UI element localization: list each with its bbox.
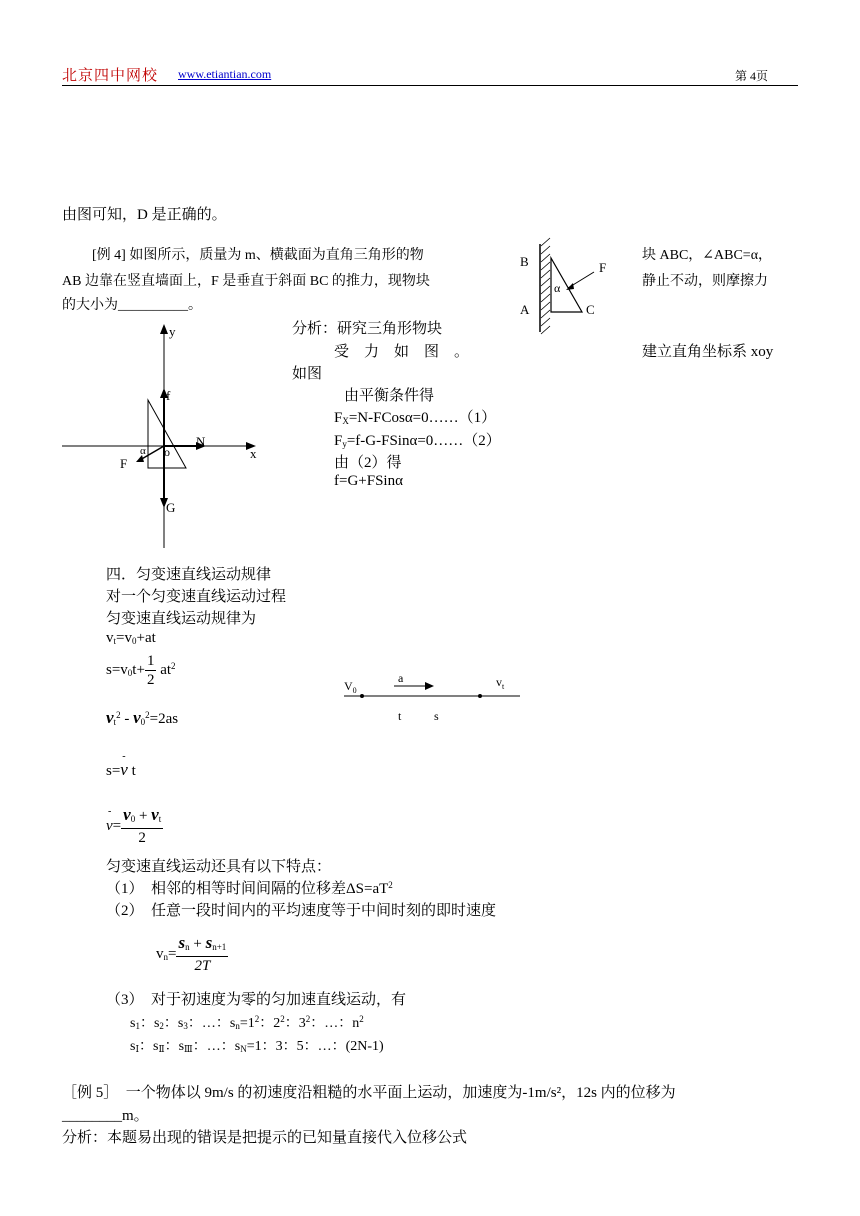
example4-line2-right: 静止不动，则摩擦力 bbox=[642, 274, 768, 289]
formula-vt: $v_t=v_0+at$ bbox=[106, 630, 156, 646]
example4-line3: 的大小为__________。 bbox=[62, 298, 202, 313]
force-label-y: y bbox=[169, 324, 176, 339]
example4-line1: [例 4] 如图所示，质量为 m、横截面为直角三角形的物 bbox=[92, 248, 424, 263]
formula-vn: $v_n=$ $\frac{s_n + s_{n+1}}{2T}$ bbox=[156, 933, 227, 974]
analysis-line7: 由（2）得 bbox=[334, 455, 402, 471]
force-label-alpha: α bbox=[140, 445, 146, 457]
analysis-line8: f=G+FSinα bbox=[334, 473, 403, 489]
force-label-o: o bbox=[164, 445, 170, 459]
motion-label-a: a bbox=[398, 671, 404, 685]
wall-label-alpha: α bbox=[554, 281, 561, 295]
example4-line1-right: 块 ABC，∠ABC=α， bbox=[642, 248, 773, 263]
analysis-line2: 受 力 如 图 。 bbox=[334, 344, 470, 360]
feature-2: （2） 任意一段时间内的平均速度等于中间时刻的即时速度 bbox=[106, 903, 497, 919]
analysis-line3: 如图 bbox=[292, 366, 323, 382]
header-url-link[interactable]: www.etiantian.com bbox=[178, 67, 272, 81]
intro-line: 由图可知，D 是正确的。 bbox=[62, 207, 227, 223]
example5-line1: ［例 5］ 一个物体以 9m/s 的初速度沿粗糙的水平面上运动，加速度为-1m/s²，12s 内的位移为 bbox=[62, 1085, 676, 1101]
header-rule bbox=[62, 85, 798, 86]
motion-diagram bbox=[340, 670, 530, 730]
force-diagram bbox=[60, 320, 270, 552]
example5-line2: ________m。 bbox=[62, 1108, 149, 1124]
formula-s: $s=v_0t+$ $\frac{1}{2}$ $at^2$ bbox=[106, 653, 176, 688]
analysis-line5: $F_X=N-FCos\alpha=0\dots\dots(1)$ bbox=[334, 410, 497, 426]
wall-label-b: B bbox=[520, 254, 529, 269]
analysis-line4: 由平衡条件得 bbox=[344, 388, 435, 404]
example4-line2: AB 边靠在竖直墙面上，F 是垂直于斜面 BC 的推力，现物块 bbox=[62, 274, 430, 289]
motion-label-t: t bbox=[398, 709, 402, 723]
formula-s-avg: s= - v t bbox=[106, 751, 136, 779]
section4-line1: 对一个匀变速直线运动过程 bbox=[106, 589, 287, 605]
analysis-line2-right: 建立直角坐标系 xoy bbox=[642, 344, 774, 360]
motion-label-vt: $v_t$ bbox=[496, 675, 505, 691]
section4-title: 四．匀变速直线运动规律 bbox=[106, 567, 272, 583]
formula-vt2: $v_t^2 - v_0^2=2as$ bbox=[106, 708, 179, 727]
wall-label-c: C bbox=[586, 302, 595, 317]
header-page-number: 第 4页 bbox=[735, 69, 769, 83]
wall-label-a: A bbox=[520, 302, 530, 317]
force-label-n: N bbox=[196, 434, 206, 449]
ratio-1: $s_1$：$s_2$：$s_3$：…：$s_n=1^2$：$2^2$：$3^2$：…：$n^2$ bbox=[130, 1014, 364, 1031]
wall-block-diagram bbox=[510, 236, 620, 336]
force-label-x: x bbox=[250, 446, 257, 461]
analysis-line1: 分析：研究三角形物块 bbox=[292, 321, 443, 337]
formula-v-avg: - v= $\frac{v_0 + v_t}{2}$ bbox=[106, 805, 162, 846]
analysis-line6: $F_y=f-G-FSin\alpha=0\dots\dots(2)$ bbox=[334, 433, 501, 449]
wall-label-f: F bbox=[599, 260, 607, 275]
header-brand: 北京四中网校 bbox=[62, 68, 159, 84]
section4-line2: 匀变速直线运动规律为 bbox=[106, 611, 257, 627]
example5-line3: 分析：本题易出现的错误是把提示的已知量直接代入位移公式 bbox=[62, 1130, 468, 1146]
ratio-2: $s_Ⅰ$：$s_Ⅱ$：$s_Ⅲ$：…：$s_N=1$：3：5：…：(2N-1) bbox=[130, 1039, 384, 1054]
force-label-F: F bbox=[120, 456, 128, 471]
feature-3: （3） 对于初速度为零的匀加速直线运动，有 bbox=[106, 992, 407, 1008]
features-title: 匀变速直线运动还具有以下特点： bbox=[106, 859, 332, 875]
feature-1: （1） 相邻的相等时间间隔的位移差$\Delta S=aT^2$ bbox=[106, 880, 393, 897]
force-label-f: f bbox=[166, 388, 171, 403]
motion-label-v0: $V_0$ bbox=[344, 679, 357, 695]
force-label-g: G bbox=[166, 500, 176, 515]
motion-label-s: s bbox=[434, 709, 439, 723]
